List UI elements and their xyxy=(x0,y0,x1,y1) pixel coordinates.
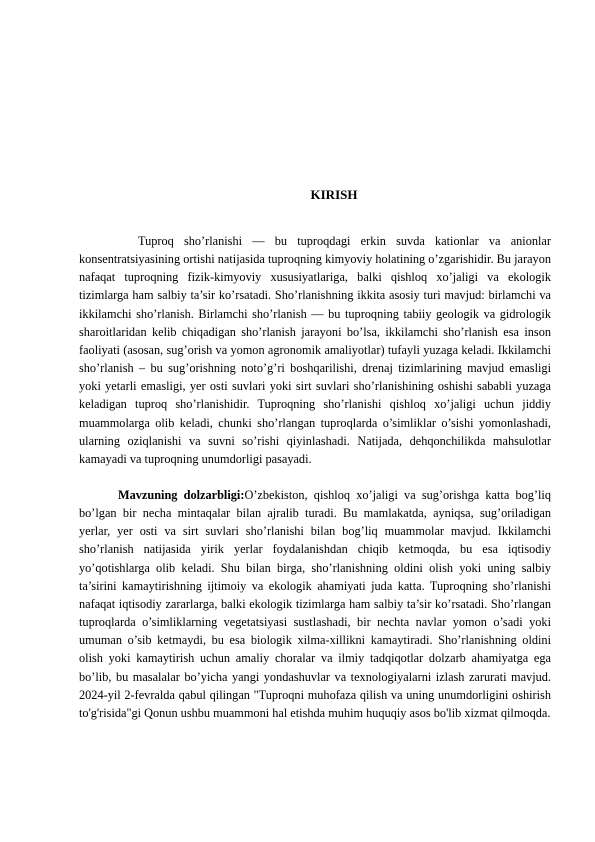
section-heading: KIRISH xyxy=(310,187,358,202)
relevance-text: O’zbekiston, qishloq xo’jaligi va sug’orishga katta bog’liq bo’lgan bir necha mintaqalar bilan ajralib turadi. Bu mamlakatda, ayniqsa, sug’oriladigan yerlar, yer osti va sirt suvlari sho’rlanishi bilan bog’liq muammolar mavjud. Ikkilamchi sho’rlanish natijasida yirik yerlar foydalanishdan chiqib ketmoqda, bu esa iqtisodiy yo’qotishlarga olib keladi. Shu bilan birga, sho’rlanishning oldini olish yoki uning salbiy ta’sirini kamaytirishning ijtimoiy va ekologik ahamiyati juda katta. Tuproqning sho’rlanishi nafaqat iqtisodiy zararlarga, balki ekologik tizimlarga ham salbiy ta’sir ko’rsatadi. Sho’rlangan tuproqlarda o’simliklarning vegetatsiyasi sustlashadi, bir nechta navlar yomon o’sadi yoki umuman o’sib ketmaydi, bu esa biologik xilma-xillikni kamaytiradi. Sho’rlanishning oldini olish yoki kamaytirish uchun amaliy choralar va ilmiy tadqiqotlar dolzarb ahamiyatga ega bo’lib, bu masalalar bo’yicha yangi yondashuvlar va texnologiyalarni izlash zarurati mavjud. 2024-yil 2-fevralda qabul qilingan "Tuproqni muhofaza qilish va uning unumdorligini oshirish to'g'risida"gi Qonun ushbu muammoni hal etishda muhim huquqiy asos bo'lib xizmat qilmoqda. xyxy=(79,488,551,720)
relevance-lead: Mavzuning dolzarbligi: xyxy=(118,488,245,502)
relevance-paragraph xyxy=(79,486,551,722)
intro-paragraph: Tuproq sho’rlanishi — bu tuproqdagi erkin suvda kationlar va anionlar konsentratsiyasining ortishi natijasida tuproqning kimyoviy holatining o’zgarishidir. Bu jarayon nafaqat tuproqning fizik-kimyoviy xususiyatlariga, balki qishloq xo’jaligi va ekologik tizimlarga ham salbiy ta’sir ko’rsatadi. Sho’rlanishning ikkita asosiy turi mavjud: birlamchi va ikkilamchi sho’rlanish. Birlamchi sho’rlanish — bu tuproqning tabiiy geologik va gidrologik sharoitlaridan kelib chiqadigan sho’rlanish jarayoni bo’lsa, ikkilamchi sho’rlanish esa inson faoliyati (asosan, sug’orish va yomon agronomik amaliyotlar) tufayli yuzaga keladi. Ikkilamchi sho’rlanish – bu sug’orishning noto’g’ri boshqarilishi, drenaj tizimlarining mavjud emasligi yoki yetarli emasligi, yer osti suvlari yoki sirt suvlari sho’rlanishining oshishi sababli yuzaga keladigan tuproq sho’rlanishidir. Tuproqning sho’rlanishi qishloq xo’jaligi uchun jiddiy muammolarga olib keladi, chunki sho’rlangan tuproqlarda o’simliklar o’sishi yomonlashadi, ularning oziqlanishi va suvni so’rishi qiyinlashadi. Natijada, dehqonchilikda mahsulotlar kamayadi va tuproqning unumdorligi pasayadi. xyxy=(79,234,551,466)
